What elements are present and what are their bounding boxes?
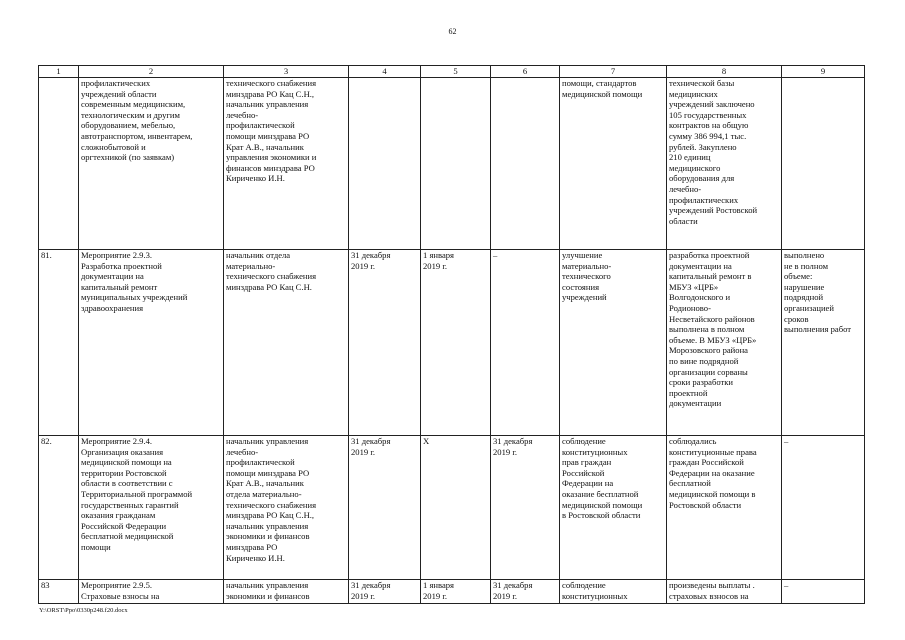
expected-result-cell: соблюдение конституционных [560,580,667,604]
table-row [39,250,865,436]
expected-result-cell: соблюдение конституционных прав граждан Российской Федерации на оказание бесплатной медицинской помощи в Ростовской области [560,436,667,580]
actual-result-cell: разработка проектной документации на капитальный ремонт в МБУЗ «ЦРБ» Волгодонского и Родионово- Несветайского районов выполнена в полном объеме. В МБУЗ «ЦРБ» Морозовского района по вине подрядной организации сорваны сроки разработки проектной документации [667,250,782,436]
column-number: 9 [782,66,865,78]
start-date-cell [421,78,491,250]
expected-result-cell: улучшение материально- технического состояния учреждений [560,250,667,436]
column-number: 6 [491,66,560,78]
plan-date-cell: 31 декабря 2019 г. [349,580,421,604]
report-table [38,65,865,604]
table-row [39,580,865,604]
column-number: 2 [79,66,224,78]
event-cell: Мероприятие 2.9.5. Страховые взносы на [79,580,224,604]
row-number: 82. [39,436,79,580]
column-number: 4 [349,66,421,78]
note-cell: – [782,436,865,580]
start-date-cell: 1 января 2019 г. [421,580,491,604]
table-row [39,436,865,580]
column-number: 3 [224,66,349,78]
file-path-footer: Y:\ORST\Ppo\0330p248.f20.docx [39,607,128,614]
column-number: 1 [39,66,79,78]
responsible-cell: начальник управления экономики и финансов [224,580,349,604]
row-number: 81. [39,250,79,436]
responsible-cell: начальник управления лечебно- профилактической помощи минздрава РО Крат А.В., начальник отдела материально- технического снабжения минздрава РО Кац С.Н., начальник управления экономики и финансов минздрава РО Кириченко И.Н. [224,436,349,580]
actual-result-cell: произведены выплаты . страховых взносов на [667,580,782,604]
responsible-cell: начальник отдела материально- технического снабжения минздрава РО Кац С.Н. [224,250,349,436]
plan-date-cell: 31 декабря 2019 г. [349,436,421,580]
end-date-cell [491,78,560,250]
note-cell [782,78,865,250]
row-number [39,78,79,250]
table-row [39,78,865,250]
plan-date-cell [349,78,421,250]
start-date-cell: Х [421,436,491,580]
actual-result-cell: технической базы медицинских учреждений заключено 105 государственных контрактов на общую сумму 386 994,1 тыс. рублей. Закуплено 210 единиц медицинского оборудования для лечебно- профилактических учреждений Ростовской области [667,78,782,250]
end-date-cell: 31 декабря 2019 г. [491,580,560,604]
event-cell: Мероприятие 2.9.4. Организация оказания медицинской помощи на территории Ростовской области в соответствии с Территориальной программой государственных гарантий оказания гражданам Российской Федерации бесплатной медицинской помощи [79,436,224,580]
column-number: 8 [667,66,782,78]
column-number-row [39,66,865,78]
plan-date-cell: 31 декабря 2019 г. [349,250,421,436]
expected-result-cell: помощи, стандартов медицинской помощи [560,78,667,250]
event-cell: Мероприятие 2.9.3. Разработка проектной документации на капитальный ремонт муниципальных учреждений здравоохранения [79,250,224,436]
end-date-cell: – [491,250,560,436]
column-number: 5 [421,66,491,78]
note-cell: выполнено не в полном объеме: нарушение подрядной организацией сроков выполнения работ [782,250,865,436]
column-number: 7 [560,66,667,78]
actual-result-cell: соблюдались конституционные права граждан Российской Федерации на оказание бесплатной медицинской помощи в Ростовской области [667,436,782,580]
page-number: 62 [448,27,457,36]
row-number: 83 [39,580,79,604]
start-date-cell: 1 января 2019 г. [421,250,491,436]
note-cell: – [782,580,865,604]
responsible-cell: технического снабжения минздрава РО Кац С.Н., начальник управления лечебно- профилактической помощи минздрава РО Крат А.В., начальник управления экономики и финансов минздрава РО Кириченко И.Н. [224,78,349,250]
event-cell: профилактических учреждений области современным медицинским, технологическим и другим оборудованием, мебелью, автотранспортом, инвентарем, сложнобытовой и оргтехникой (по заявкам) [79,78,224,250]
end-date-cell: 31 декабря 2019 г. [491,436,560,580]
